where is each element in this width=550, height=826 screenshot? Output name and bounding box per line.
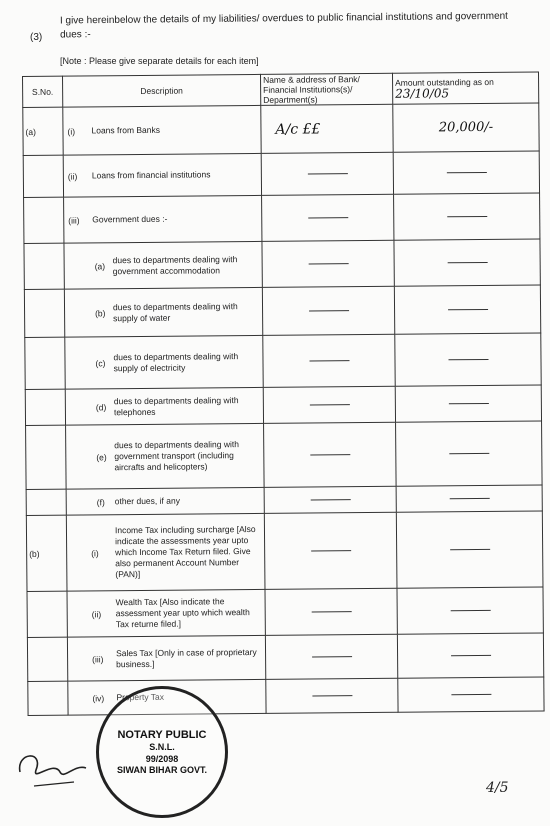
row-desc [64, 213, 261, 226]
row-text: Sales Tax [Only in case of proprietary business.] [115, 646, 257, 669]
row-desc [63, 124, 260, 137]
stamp-middle: S.N.L. [149, 742, 175, 752]
notary-stamp [96, 686, 228, 818]
table-row [23, 151, 539, 198]
liabilities-table [22, 71, 545, 715]
row-desc [66, 439, 263, 474]
table-row [23, 103, 539, 156]
dash-mark [447, 262, 487, 263]
row-text: dues to departments dealing with government accommodation [112, 253, 238, 276]
signature-mark [14, 742, 94, 802]
dash-mark [309, 404, 349, 405]
row-num: (ii) [67, 171, 78, 182]
table-row [27, 587, 543, 638]
row-text: Government dues :- [92, 213, 168, 225]
row-num: (b) [95, 307, 106, 318]
dash-mark [312, 695, 352, 696]
dash-mark [451, 655, 491, 656]
row-text: Loans from Banks [91, 124, 161, 136]
dash-mark [450, 549, 490, 550]
dash-mark [311, 550, 351, 551]
dash-mark [307, 173, 347, 174]
stamp-reg: 99/2098 [145, 754, 179, 764]
table-row [28, 677, 544, 716]
row-num: (i) [67, 126, 76, 137]
row-text: dues to departments dealing with supply of water [112, 300, 238, 323]
row-num: (iv) [92, 692, 105, 703]
header-bank: Name & address of Bank/ Financial Institutions(s)/ Department(s) [260, 73, 392, 105]
sno-b: (b) [26, 515, 67, 591]
row-num: (a) [94, 260, 106, 271]
row-text: Wealth Tax [Also indicate the assessment year upto which wealth Tax returne filed.] [115, 596, 250, 630]
row-desc [65, 350, 262, 374]
row-num: (iii) [92, 653, 104, 664]
table-row [26, 511, 543, 592]
dash-mark [449, 453, 489, 454]
handwritten-date: 23/10/05 [395, 85, 450, 101]
row-text: other dues, if any [114, 495, 180, 507]
row-text: Income Tax including surcharge [Also indicate the assessments year upto which Income Tax Return filed. Give also permanent Account Number (PAN)] [114, 523, 256, 580]
stamp-top: NOTARY PUBLIC [117, 729, 207, 741]
dash-mark [448, 309, 488, 310]
row-desc [66, 394, 263, 418]
table-header-row [23, 72, 539, 108]
table-row [26, 421, 543, 490]
stamp-bottom: SIWAN BIHAR GOVT. [116, 765, 207, 775]
dash-mark [446, 172, 486, 173]
row-num: (iii) [68, 215, 80, 226]
row-desc [64, 169, 261, 182]
row-num: (c) [95, 357, 106, 368]
row-text: Loans from financial institutions [91, 169, 211, 181]
table-row [27, 633, 543, 682]
row-desc [65, 300, 262, 324]
handwritten-amount: 20,000/- [438, 119, 494, 136]
dash-mark [308, 263, 348, 264]
row-text: dues to departments dealing with telephones [113, 394, 239, 417]
section-note: [Note : Please give separate details for each item] [60, 56, 259, 66]
row-desc [68, 596, 265, 631]
row-desc [67, 495, 264, 508]
table-row [25, 333, 541, 390]
dash-mark [448, 403, 488, 404]
row-desc [67, 524, 264, 581]
section-number: (3) [30, 32, 43, 43]
header-amount-label: Amount outstanding as on [395, 76, 494, 88]
table-row [24, 239, 540, 290]
row-desc [65, 253, 262, 277]
dash-mark [447, 216, 487, 217]
table-row [25, 385, 541, 426]
row-text: dues to departments dealing with supply of electricity [113, 350, 239, 373]
row-num: (e) [96, 451, 107, 462]
row-text: Property Tax [116, 691, 165, 703]
dash-mark [450, 610, 490, 611]
dash-mark [311, 611, 351, 612]
dash-mark [308, 217, 348, 218]
table-row [24, 285, 540, 338]
row-num: (f) [96, 496, 105, 507]
dash-mark [312, 656, 352, 657]
header-description: Description [63, 74, 261, 107]
dash-mark [309, 310, 349, 311]
dash-mark [451, 694, 491, 695]
header-sno: S.No. [23, 76, 63, 107]
dash-mark [449, 498, 489, 499]
row-desc [68, 646, 265, 670]
dash-mark [310, 499, 350, 500]
header-amount [392, 72, 538, 104]
row-text: dues to departments dealing with government transport (including aircrafts and helicopters) [114, 439, 240, 473]
sno-a: (a) [23, 107, 63, 155]
handwritten-bank: A/c ££ [275, 120, 321, 138]
row-num: (i) [91, 547, 99, 558]
dash-mark [309, 360, 349, 361]
section-statement: I give hereinbelow the details of my liabilities/ overdues to public financial institutions and government dues :- [59, 10, 508, 41]
page-number: 4/5 [486, 780, 509, 796]
table-row [24, 193, 540, 244]
row-num: (d) [95, 401, 107, 412]
dash-mark [448, 359, 488, 360]
dash-mark [310, 454, 350, 455]
row-num: (ii) [91, 608, 102, 619]
